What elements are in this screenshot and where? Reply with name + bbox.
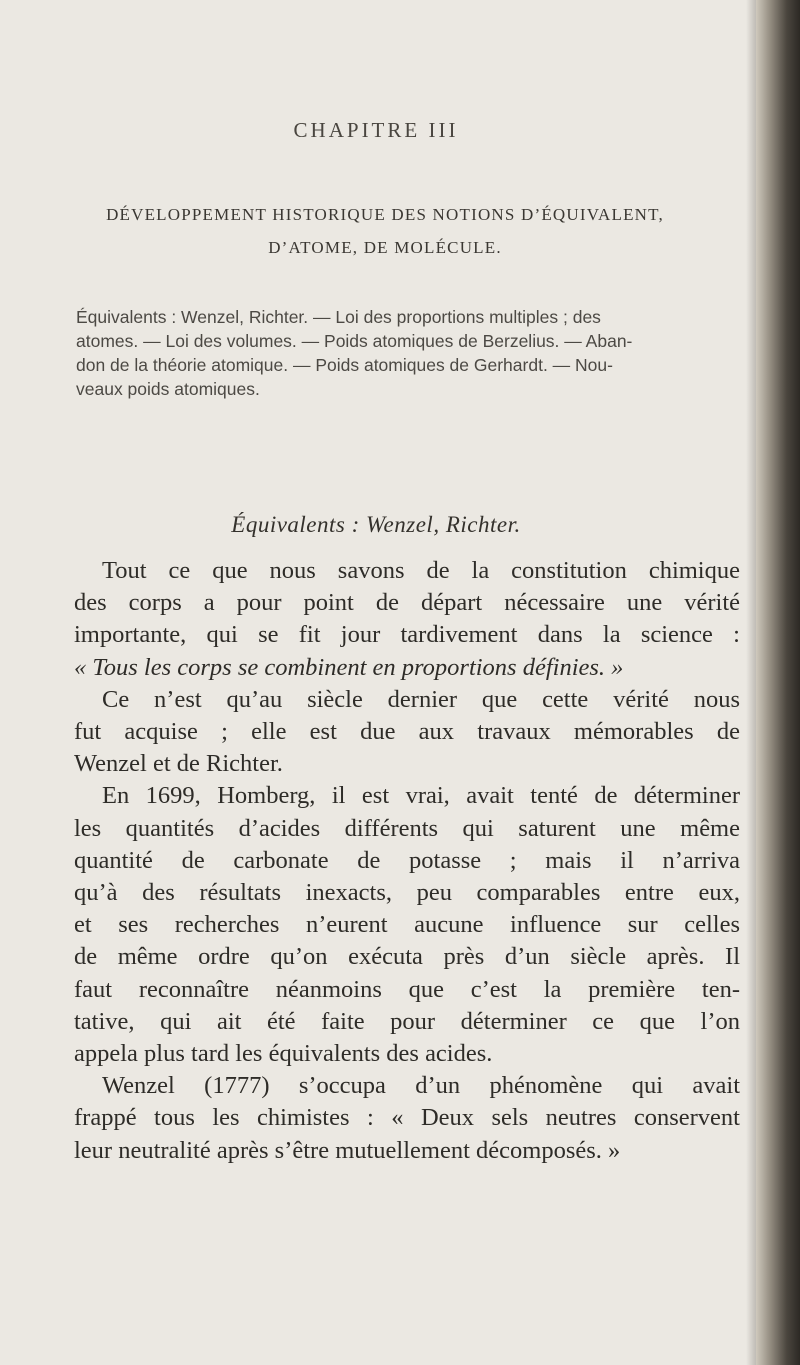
section-heading: Équivalents : Wenzel, Richter.	[231, 512, 521, 537]
paragraph-line: Ce n’est qu’au siècle dernier que cette vérité nous	[102, 685, 740, 713]
chapter-summary	[76, 305, 736, 401]
paragraph-line: Wenzel (1777) s’occupa d’un phénomène qui avait	[102, 1072, 740, 1100]
chapter-title: CHAPITRE III	[293, 118, 459, 142]
subtitle-line: D’ATOME, DE MOLÉCULE.	[268, 238, 502, 257]
chapter-subtitle	[40, 198, 730, 264]
summary-line: Équivalents : Wenzel, Richter. — Loi des proportions multiples ; des	[76, 307, 601, 327]
body-text	[74, 555, 740, 1167]
subtitle-line: DÉVELOPPEMENT HISTORIQUE DES NOTIONS D’ÉQUIVALENT,	[106, 205, 664, 224]
paragraph-line: frappé tous les chimistes : « Deux sels neutres conservent	[74, 1104, 740, 1132]
summary-line: veaux poids atomiques.	[76, 379, 260, 399]
paragraph-line: En 1699, Homberg, il est vrai, avait tenté de déterminer	[102, 782, 740, 810]
paragraph-line: Wenzel et de Richter.	[74, 750, 283, 778]
paragraph-line: et ses recherches n’eurent aucune influence sur celles	[74, 911, 740, 939]
summary-line: don de la théorie atomique. — Poids atomiques de Gerhardt. — Nou-	[76, 355, 613, 375]
paragraph-line: quantité de carbonate de potasse ; mais il n’arriva	[74, 846, 740, 874]
paragraph-line: qu’à des résultats inexacts, peu comparables entre eux,	[74, 879, 740, 907]
paragraph-line: fut acquise ; elle est due aux travaux mémorables de	[74, 718, 740, 746]
summary-line: atomes. — Loi des volumes. — Poids atomiques de Berzelius. — Aban-	[76, 331, 633, 351]
paragraph-line: Tout ce que nous savons de la constitution chimique	[102, 557, 740, 584]
paragraph-line: « Tous les corps se combinent en proportions définies. »	[74, 653, 624, 681]
paragraph-line: appela plus tard les équivalents des acides.	[74, 1040, 493, 1068]
paragraph-line: les quantités d’acides différents qui saturent une même	[74, 814, 740, 842]
paragraph-line: leur neutralité après s’être mutuellement décomposés. »	[74, 1136, 621, 1164]
paragraph-line: importante, qui se fit jour tardivement dans la science :	[74, 621, 740, 649]
paragraph-line: de même ordre qu’on exécuta près d’un siècle après. Il	[74, 943, 740, 971]
paragraph-line: faut reconnaître néanmoins que c’est la première ten-	[74, 975, 740, 1003]
paragraph-line: des corps a pour point de départ nécessaire une vérité	[74, 589, 740, 617]
page-binding-edge	[756, 0, 800, 1365]
paragraph-line: tative, qui ait été faite pour déterminer ce que l’on	[74, 1007, 740, 1035]
